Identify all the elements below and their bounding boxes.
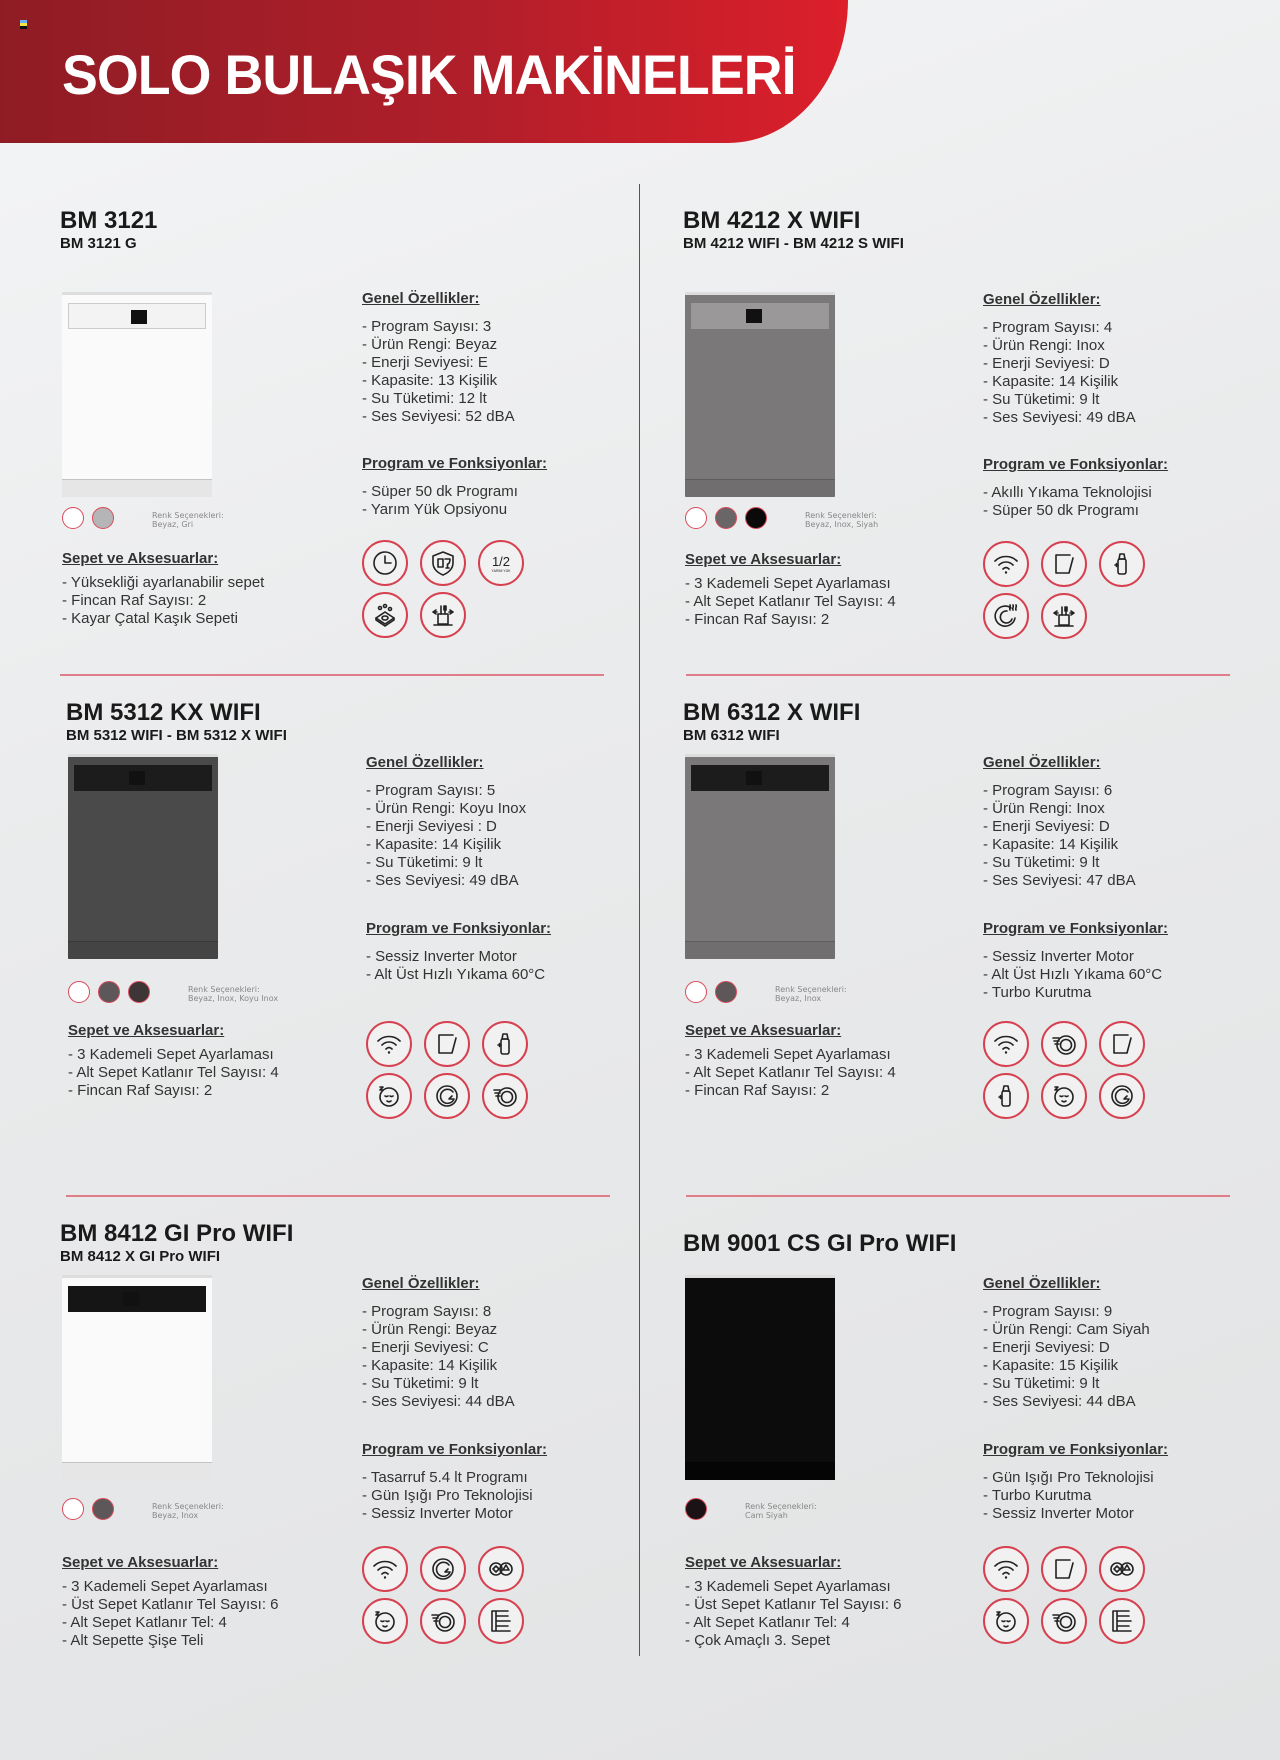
color-swatch[interactable] — [62, 1498, 84, 1520]
color-options-label — [188, 985, 278, 1003]
kick-plate — [68, 941, 218, 959]
color-options-heading: Renk Seçenekleri: — [745, 1502, 817, 1511]
color-swatches — [685, 507, 767, 529]
product-card — [60, 1220, 620, 1680]
spec-item: - Ürün Rengi: Beyaz — [362, 1321, 515, 1339]
spec-item: - Su Tüketimi: 12 lt — [362, 390, 515, 408]
spec-item: - Program Sayısı: 9 — [983, 1303, 1150, 1321]
spec-item: - Enerji Seviyesi: D — [983, 355, 1136, 373]
color-options-heading: Renk Seçenekleri: — [188, 985, 260, 994]
spec-item: - Su Tüketimi: 9 lt — [366, 854, 526, 872]
display-screen — [129, 771, 145, 785]
program-item: - Sessiz Inverter Motor — [362, 1505, 533, 1523]
control-panel — [68, 1286, 206, 1312]
product-variants: BM 4212 WIFI - BM 4212 S WIFI — [683, 235, 904, 252]
color-options-values: Beyaz, Inox, Siyah — [805, 520, 879, 529]
daylight-pro-icon — [1099, 1073, 1145, 1119]
spec-item: - Program Sayısı: 3 — [362, 318, 515, 336]
programs-list — [362, 483, 518, 519]
spec-item: - Enerji Seviyesi : D — [366, 818, 526, 836]
product-variants: BM 5312 WIFI - BM 5312 X WIFI — [66, 727, 287, 744]
program-item: - Akıllı Yıkama Teknolojisi — [983, 484, 1152, 502]
color-swatch[interactable] — [715, 981, 737, 1003]
sleeping-baby-icon — [983, 1598, 1029, 1644]
program-item: - Süper 50 dk Programı — [983, 502, 1152, 520]
program-item: - Alt Üst Hızlı Yıkama 60°C — [366, 966, 545, 984]
accessory-item: - 3 Kademeli Sepet Ayarlaması — [685, 1046, 896, 1064]
control-panel — [691, 765, 829, 791]
half-load-icon — [478, 540, 524, 586]
accessory-item: - 3 Kademeli Sepet Ayarlaması — [68, 1046, 279, 1064]
product-image — [62, 1275, 212, 1480]
general-specs-list — [362, 1303, 515, 1411]
accessories-list — [685, 1578, 902, 1650]
display-screen — [123, 1292, 139, 1306]
accessory-item: - Fincan Raf Sayısı: 2 — [685, 611, 896, 629]
spec-item: - Kapasite: 14 Kişilik — [983, 373, 1136, 391]
spec-item: - Enerji Seviyesi: D — [983, 818, 1136, 836]
color-swatches — [68, 981, 150, 1003]
product-image — [62, 292, 212, 497]
program-item: - Gün Işığı Pro Teknolojisi — [983, 1469, 1154, 1487]
sleeping-baby-icon — [366, 1073, 412, 1119]
kick-plate — [685, 941, 835, 959]
product-image — [685, 1275, 835, 1480]
wifi-icon — [983, 1546, 1029, 1592]
spec-item: - Program Sayısı: 8 — [362, 1303, 515, 1321]
programs-list — [366, 948, 545, 984]
accessories-list — [62, 574, 264, 628]
accessory-item: - Alt Sepet Katlanır Tel Sayısı: 4 — [68, 1064, 279, 1082]
color-swatches — [685, 1498, 707, 1520]
door-open-icon — [1099, 1021, 1145, 1067]
product-card — [683, 207, 1243, 667]
accessory-item: - Üst Sepet Katlanır Tel Sayısı: 6 — [685, 1596, 902, 1614]
general-specs-heading: Genel Özellikler: — [362, 290, 480, 307]
fast-wash-plate-icon — [1041, 1021, 1087, 1067]
color-options-heading: Renk Seçenekleri: — [152, 511, 224, 520]
spec-item: - Ürün Rengi: Cam Siyah — [983, 1321, 1150, 1339]
product-image — [68, 754, 218, 959]
color-swatches — [62, 507, 114, 529]
color-swatch[interactable] — [68, 981, 90, 1003]
spec-item: - Enerji Seviyesi: D — [983, 1339, 1150, 1357]
color-options-heading: Renk Seçenekleri: — [805, 511, 877, 520]
row-divider — [60, 674, 604, 676]
color-options-values: Cam Siyah — [745, 1511, 788, 1520]
programs-heading: Program ve Fonksiyonlar: — [362, 455, 548, 472]
color-swatch[interactable] — [685, 507, 707, 529]
svg-text:YARIM YÜK: YARIM YÜK — [491, 569, 511, 573]
kick-plate — [62, 1462, 212, 1480]
spec-item: - Su Tüketimi: 9 lt — [983, 854, 1136, 872]
feature-icons — [983, 1546, 1145, 1644]
kick-plate — [62, 479, 212, 497]
color-swatch[interactable] — [685, 1498, 707, 1520]
general-specs-list — [366, 782, 526, 890]
cutlery-basket-icon — [420, 592, 466, 638]
glass-protection-icon — [420, 540, 466, 586]
color-options-label — [152, 511, 224, 529]
product-card — [66, 699, 626, 1159]
color-swatch[interactable] — [92, 507, 114, 529]
product-variants: BM 8412 X GI Pro WIFI — [60, 1248, 221, 1265]
spec-item: - Kapasite: 14 Kişilik — [362, 1357, 515, 1375]
accessory-item: - Yüksekliği ayarlanabilir sepet — [62, 574, 264, 592]
color-swatch[interactable] — [92, 1498, 114, 1520]
spec-item: - Ürün Rengi: Beyaz — [362, 336, 515, 354]
control-panel — [74, 765, 212, 791]
spec-item: - Su Tüketimi: 9 lt — [983, 391, 1136, 409]
wifi-icon — [983, 541, 1029, 587]
print-color-mark — [20, 20, 27, 29]
spec-item: - Ses Seviyesi: 44 dBA — [362, 1393, 515, 1411]
general-specs-list — [983, 319, 1136, 427]
third-basket-icon — [1099, 1598, 1145, 1644]
color-options-values: Beyaz, Inox, Koyu Inox — [188, 994, 279, 1003]
spec-item: - Ürün Rengi: Inox — [983, 337, 1136, 355]
fast-wash-plate-icon — [420, 1598, 466, 1644]
control-panel — [68, 303, 206, 329]
programs-list — [362, 1469, 533, 1523]
eco-cycle-icon — [478, 1546, 524, 1592]
programs-heading: Program ve Fonksiyonlar: — [366, 920, 552, 937]
general-specs-list — [983, 782, 1136, 890]
color-swatch[interactable] — [745, 507, 767, 529]
general-specs-heading: Genel Özellikler: — [983, 1275, 1101, 1292]
color-options-label — [805, 511, 878, 529]
color-options-values: Beyaz, Inox — [775, 994, 822, 1003]
row-divider — [66, 1195, 610, 1197]
color-options-label — [152, 1502, 224, 1520]
wifi-icon — [983, 1021, 1029, 1067]
product-title: BM 5312 KX WIFI — [66, 699, 261, 726]
spec-item: - Kapasite: 13 Kişilik — [362, 372, 515, 390]
row-divider — [686, 1195, 1230, 1197]
program-item: - Yarım Yük Opsiyonu — [362, 501, 518, 519]
product-title: BM 6312 X WIFI — [683, 699, 861, 726]
accessories-list — [62, 1578, 279, 1650]
third-basket-icon — [478, 1598, 524, 1644]
wifi-icon — [366, 1021, 412, 1067]
product-variants: BM 6312 WIFI — [683, 727, 780, 744]
door-open-icon — [1041, 541, 1087, 587]
product-card — [683, 699, 1243, 1159]
accessory-item: - Alt Sepet Katlanır Tel: 4 — [685, 1614, 902, 1632]
spec-item: - Kapasite: 14 Kişilik — [366, 836, 526, 854]
accessory-item: - Alt Sepette Şişe Teli — [62, 1632, 279, 1650]
programs-list — [983, 948, 1162, 1002]
spec-item: - Ses Seviyesi: 49 dBA — [983, 409, 1136, 427]
product-variants: BM 3121 G — [60, 235, 137, 252]
fast-wash-plate-icon — [482, 1073, 528, 1119]
spec-item: - Ürün Rengi: Inox — [983, 800, 1136, 818]
feature-icons — [362, 1546, 524, 1644]
kick-plate — [685, 479, 835, 497]
accessories-heading: Sepet ve Aksesuarlar: — [685, 1554, 842, 1571]
accessory-item: - 3 Kademeli Sepet Ayarlaması — [685, 1578, 902, 1596]
detergent-tablet-icon — [362, 592, 408, 638]
spec-item: - Ürün Rengi: Koyu Inox — [366, 800, 526, 818]
programs-heading: Program ve Fonksiyonlar: — [983, 920, 1169, 937]
accessories-heading: Sepet ve Aksesuarlar: — [68, 1022, 225, 1039]
accessories-list — [685, 1046, 896, 1100]
sleeping-baby-icon — [362, 1598, 408, 1644]
page-title: SOLO BULAŞIK MAKİNELERİ — [62, 43, 796, 106]
product-image — [685, 754, 835, 959]
program-item: - Sessiz Inverter Motor — [983, 948, 1162, 966]
spec-item: - Ses Seviyesi: 49 dBA — [366, 872, 526, 890]
color-swatch[interactable] — [715, 507, 737, 529]
color-options-values: Beyaz, Gri — [152, 520, 194, 529]
accessory-item: - Alt Sepet Katlanır Tel Sayısı: 4 — [685, 593, 896, 611]
spec-item: - Ses Seviyesi: 52 dBA — [362, 408, 515, 426]
color-swatches — [685, 981, 737, 1003]
product-card — [60, 207, 620, 667]
header-banner — [0, 0, 848, 143]
general-specs-heading: Genel Özellikler: — [366, 754, 484, 771]
accessory-item: - 3 Kademeli Sepet Ayarlaması — [685, 575, 896, 593]
program-item: - Turbo Kurutma — [983, 1487, 1154, 1505]
program-item: - Tasarruf 5.4 lt Programı — [362, 1469, 533, 1487]
accessory-item: - Üst Sepet Katlanır Tel Sayısı: 6 — [62, 1596, 279, 1614]
accessories-heading: Sepet ve Aksesuarlar: — [685, 551, 842, 568]
accessories-list — [685, 575, 896, 629]
accessory-item: - Fincan Raf Sayısı: 2 — [685, 1082, 896, 1100]
product-card — [683, 1220, 1243, 1680]
baby-bottle-icon — [482, 1021, 528, 1067]
control-panel — [691, 303, 829, 329]
product-title: BM 9001 CS GI Pro WIFI — [683, 1230, 957, 1257]
svg-text:1/2: 1/2 — [491, 554, 511, 569]
general-specs-list — [983, 1303, 1150, 1411]
spec-item: - Program Sayısı: 4 — [983, 319, 1136, 337]
spec-item: - Enerji Seviyesi: C — [362, 1339, 515, 1357]
program-item: - Sessiz Inverter Motor — [366, 948, 545, 966]
clock-icon — [362, 540, 408, 586]
sleeping-baby-icon — [1041, 1073, 1087, 1119]
color-swatch[interactable] — [128, 981, 150, 1003]
spec-item: - Kapasite: 15 Kişilik — [983, 1357, 1150, 1375]
spec-item: - Program Sayısı: 5 — [366, 782, 526, 800]
general-specs-heading: Genel Özellikler: — [362, 1275, 480, 1292]
color-swatches — [62, 1498, 114, 1520]
product-title: BM 8412 GI Pro WIFI — [60, 1220, 294, 1247]
feature-icons — [366, 1021, 528, 1119]
color-options-heading: Renk Seçenekleri: — [152, 1502, 224, 1511]
color-swatch[interactable] — [98, 981, 120, 1003]
display-screen — [746, 309, 762, 323]
program-item: - Alt Üst Hızlı Yıkama 60°C — [983, 966, 1162, 984]
accessories-heading: Sepet ve Aksesuarlar: — [685, 1022, 842, 1039]
product-title: BM 3121 — [60, 207, 158, 234]
feature-icons — [983, 1021, 1145, 1119]
column-divider — [639, 184, 640, 1656]
spec-item: - Enerji Seviyesi: E — [362, 354, 515, 372]
display-screen — [746, 771, 762, 785]
programs-heading: Program ve Fonksiyonlar: — [983, 456, 1169, 473]
accessories-list — [68, 1046, 279, 1100]
cutlery-basket-icon — [1041, 593, 1087, 639]
baby-bottle-icon — [1099, 541, 1145, 587]
accessory-item: - Çok Amaçlı 3. Sepet — [685, 1632, 902, 1650]
color-swatch[interactable] — [62, 507, 84, 529]
accessory-item: - Alt Sepet Katlanır Tel Sayısı: 4 — [685, 1064, 896, 1082]
spec-item: - Su Tüketimi: 9 lt — [362, 1375, 515, 1393]
programs-heading: Program ve Fonksiyonlar: — [362, 1441, 548, 1458]
color-swatch[interactable] — [685, 981, 707, 1003]
door-open-icon — [1041, 1546, 1087, 1592]
door-open-icon — [424, 1021, 470, 1067]
daylight-pro-icon — [424, 1073, 470, 1119]
general-specs-list — [362, 318, 515, 426]
program-item: - Sessiz Inverter Motor — [983, 1505, 1154, 1523]
color-options-heading: Renk Seçenekleri: — [775, 985, 847, 994]
program-item: - Süper 50 dk Programı — [362, 483, 518, 501]
color-options-label — [775, 985, 847, 1003]
general-specs-heading: Genel Özellikler: — [983, 291, 1101, 308]
accessory-item: - Fincan Raf Sayısı: 2 — [68, 1082, 279, 1100]
programs-list — [983, 1469, 1154, 1523]
fast-wash-plate-icon — [1041, 1598, 1087, 1644]
display-screen — [131, 310, 147, 324]
accessories-heading: Sepet ve Aksesuarlar: — [62, 1554, 219, 1571]
programs-list — [983, 484, 1152, 520]
product-image — [685, 292, 835, 497]
accessory-item: - Alt Sepet Katlanır Tel: 4 — [62, 1614, 279, 1632]
accessories-heading: Sepet ve Aksesuarlar: — [62, 550, 219, 567]
accessory-item: - Kayar Çatal Kaşık Sepeti — [62, 610, 264, 628]
spec-item: - Program Sayısı: 6 — [983, 782, 1136, 800]
baby-bottle-icon — [983, 1073, 1029, 1119]
wifi-icon — [362, 1546, 408, 1592]
color-options-values: Beyaz, Inox — [152, 1511, 199, 1520]
program-item: - Gün Işığı Pro Teknolojisi — [362, 1487, 533, 1505]
color-options-label — [745, 1502, 817, 1520]
hot-plate-steam-icon — [983, 593, 1029, 639]
general-specs-heading: Genel Özellikler: — [983, 754, 1101, 771]
eco-cycle-icon — [1099, 1546, 1145, 1592]
spec-item: - Ses Seviyesi: 47 dBA — [983, 872, 1136, 890]
program-item: - Turbo Kurutma — [983, 984, 1162, 1002]
accessory-item: - 3 Kademeli Sepet Ayarlaması — [62, 1578, 279, 1596]
feature-icons — [983, 541, 1145, 639]
spec-item: - Kapasite: 14 Kişilik — [983, 836, 1136, 854]
spec-item: - Ses Seviyesi: 44 dBA — [983, 1393, 1150, 1411]
product-title: BM 4212 X WIFI — [683, 207, 861, 234]
accessory-item: - Fincan Raf Sayısı: 2 — [62, 592, 264, 610]
kick-plate — [685, 1462, 835, 1480]
daylight-pro-icon — [420, 1546, 466, 1592]
spec-item: - Su Tüketimi: 9 lt — [983, 1375, 1150, 1393]
row-divider — [686, 674, 1230, 676]
feature-icons — [362, 540, 524, 638]
programs-heading: Program ve Fonksiyonlar: — [983, 1441, 1169, 1458]
